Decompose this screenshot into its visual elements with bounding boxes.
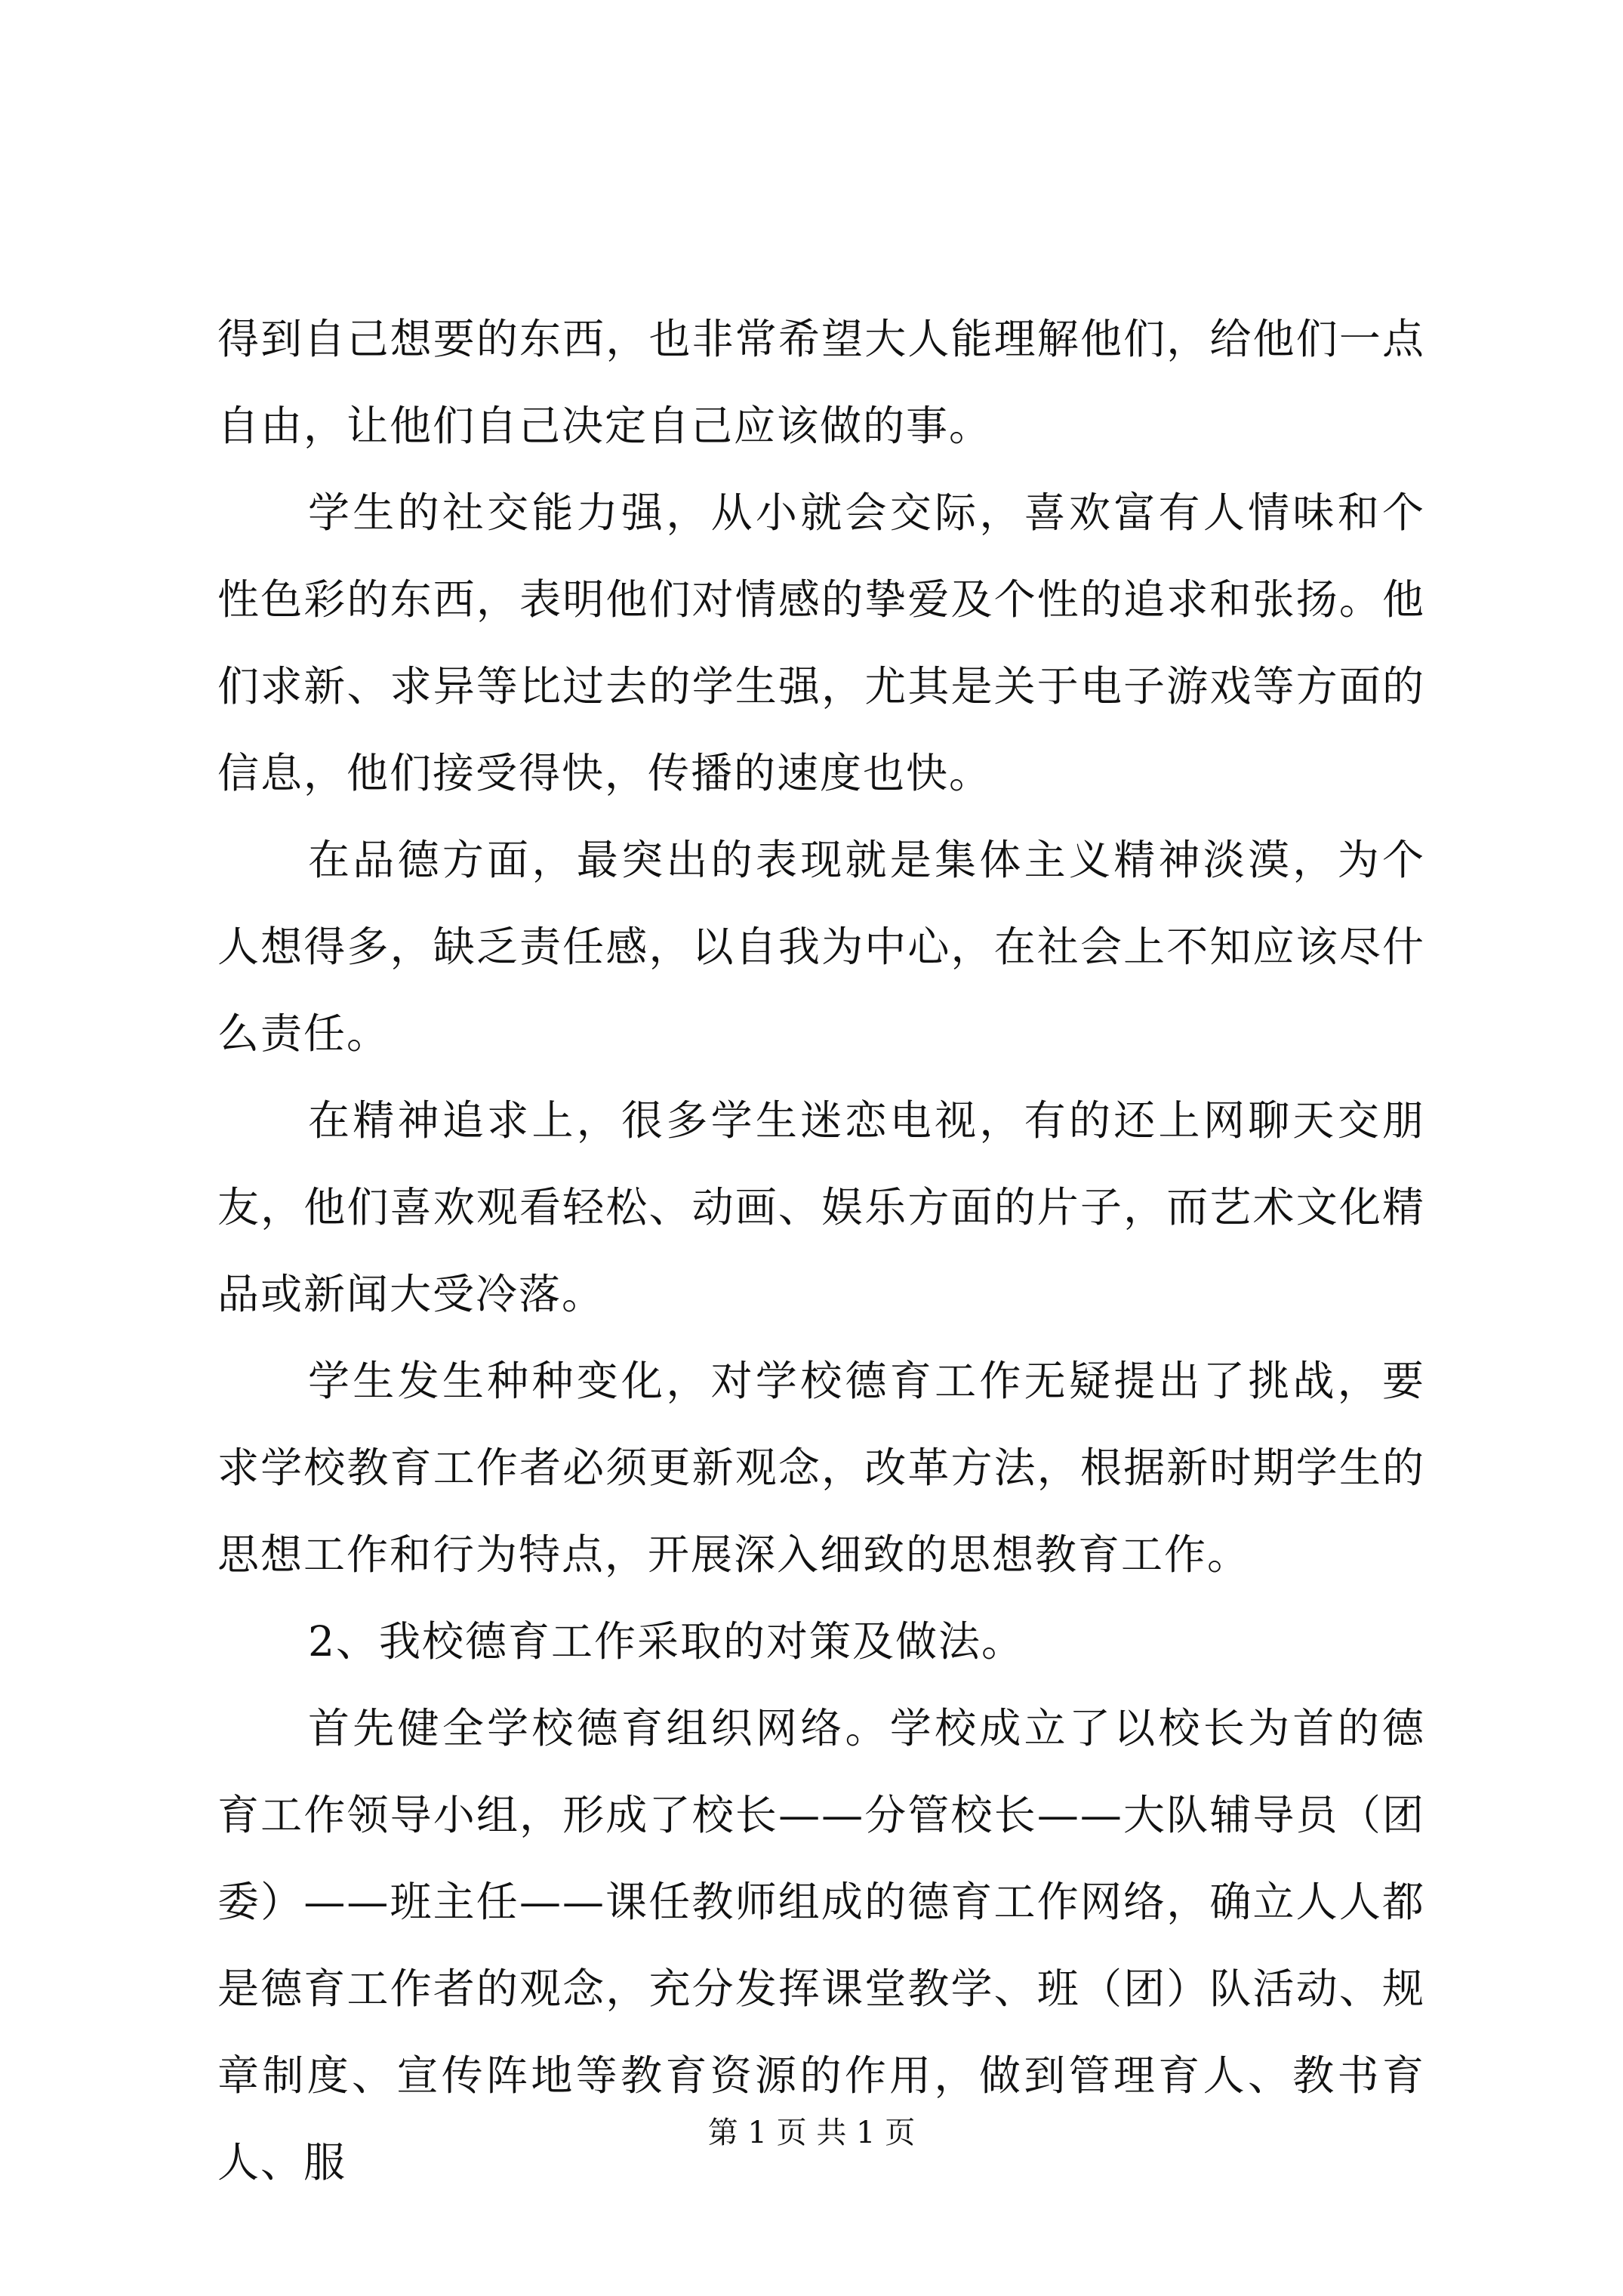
paragraph-morality: 在品德方面，最突出的表现就是集体主义精神淡漠，为个人想得多，缺乏责任感，以自我为中心，在社会上不知应该尽什么责任。 [217, 836, 1425, 1058]
paragraph-social-skills: 学生的社交能力强，从小就会交际，喜欢富有人情味和个性色彩的东西，表明他们对情感的挚爱及个性的追求和张扬。他们求新、求异等比过去的学生强，尤其是关于电子游戏等方面的信息，他们接受得快，传播的速度也快。 [217, 488, 1425, 797]
page-number-footer: 第 1 页 共 1 页 [707, 2116, 916, 2150]
paragraph-challenges: 学生发生种种变化，对学校德育工作无疑提出了挑战，要求学校教育工作者必须更新观念，改革方法，根据新时期学生的思想工作和行为特点，开展深入细致的思想教育工作。 [217, 1357, 1425, 1579]
document-body [217, 296, 1425, 2206]
paragraph-spiritual-pursuit: 在精神追求上，很多学生迷恋电视，有的还上网聊天交朋友，他们喜欢观看轻松、动画、娱乐方面的片子，而艺术文化精品或新闻大受冷落。 [217, 1096, 1425, 1318]
paragraph-continuation: 得到自己想要的东西，也非常希望大人能理解他们，给他们一点自由，让他们自己决定自己应该做的事。 [217, 315, 1425, 450]
section-heading-measures: 2、我校德育工作采取的对策及做法。 [308, 1617, 1024, 1666]
paragraph-organization-network: 首先健全学校德育组织网络。学校成立了以校长为首的德育工作领导小组，形成了校长——分管校长——大队辅导员（团委）——班主任——课任教师组成的德育工作网络，确立人人都是德育工作者的观念，充分发挥课堂教学、班（团）队活动、规章制度、宣传阵地等教育资源的作用，做到管理育人、教书育人、服 [217, 1704, 1425, 2187]
